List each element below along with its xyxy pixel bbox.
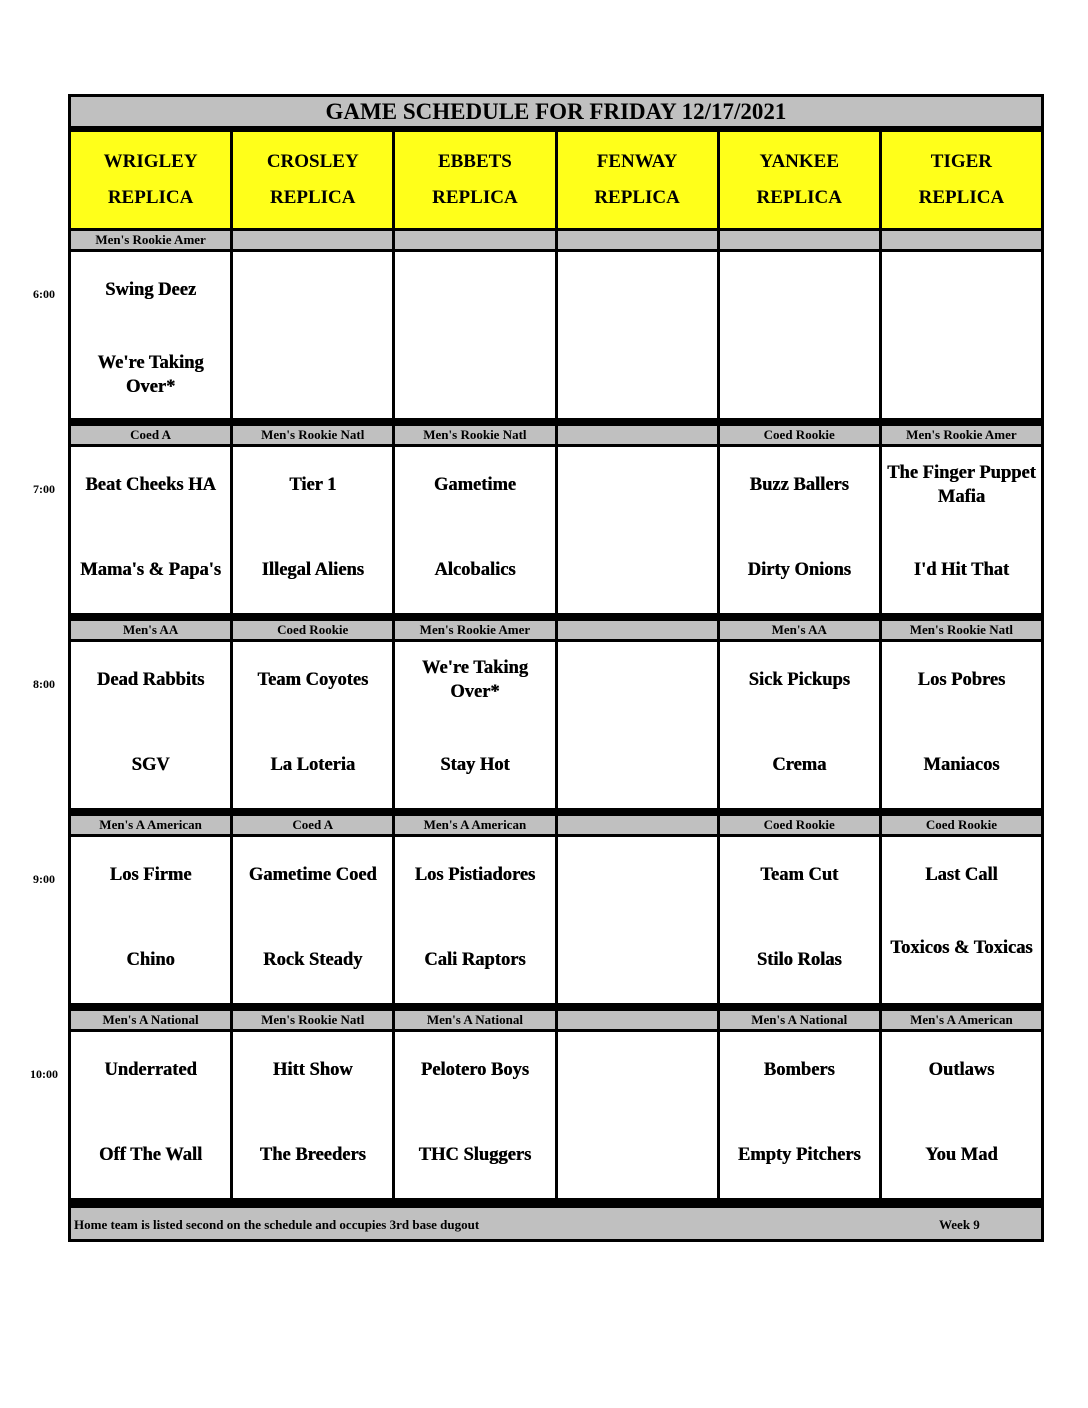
time-label: 7:00 [33,482,55,496]
visiting-team: Beat Cheeks HA [85,475,216,495]
game-cell [71,252,230,418]
game-cell [882,1032,1041,1198]
home-team: Chino [126,950,175,970]
game-cell [71,837,230,1003]
game-cell [233,1032,392,1198]
division-label: Men's Rookie Natl [233,1011,392,1029]
home-team: Maniacos [923,755,1000,775]
division-label: Men's A National [720,1011,879,1029]
division-label: Coed Rookie [233,621,392,639]
visiting-team: Dead Rabbits [96,670,205,690]
division-row [71,228,1041,252]
field-subtitle: REPLICA [432,187,518,209]
division-label: Men's Rookie Natl [882,621,1041,639]
home-team: Stilo Rolas [756,950,842,970]
visiting-team: Swing Deez [105,280,197,300]
game-cell [71,447,230,613]
field-subtitle: REPLICA [756,187,842,209]
game-row [71,1032,1041,1198]
home-team: Toxicos & Toxicas [890,938,1033,958]
division-label [882,231,1041,249]
home-team: We're Taking Over* [97,353,204,397]
field-header [720,132,879,228]
field-subtitle: REPLICA [918,187,1005,209]
division-label [395,231,554,249]
schedule-table [68,94,1044,1242]
game-cell [233,837,392,1003]
visiting-team: The Finger Puppet Mafia [887,463,1036,507]
time-label: 10:00 [30,1067,58,1081]
visiting-team: Team Cut [760,865,839,885]
game-cell [720,837,879,1003]
time-label: 6:00 [33,287,55,301]
field-header [71,132,230,228]
field-subtitle: REPLICA [107,187,194,209]
game-cell [558,447,717,613]
division-label: Men's AA [71,621,230,639]
division-label: Men's Rookie Amer [395,621,554,639]
visiting-team: Bombers [763,1060,835,1080]
visiting-team: Hitt Show [272,1060,353,1080]
division-label [233,231,392,249]
home-team: Off The Wall [99,1145,203,1165]
division-row [71,1008,1041,1032]
visiting-team: Buzz Ballers [749,475,849,495]
game-cell [558,252,717,418]
home-team: I'd Hit That [913,560,1010,580]
field-name: CROSLEY [266,150,359,172]
home-team: SGV [131,755,170,775]
home-team: Illegal Aliens [261,560,364,580]
game-cell [395,642,554,808]
division-label: Men's A American [882,1011,1041,1029]
division-label: Men's A American [71,816,230,834]
game-cell [395,447,554,613]
field-name: WRIGLEY [103,150,198,172]
division-row [71,618,1041,642]
home-team: La Loteria [270,755,356,775]
division-label: Men's Rookie Amer [882,426,1041,444]
visiting-team: Sick Pickups [748,670,850,690]
division-label: Men's Rookie Natl [395,426,554,444]
visiting-team: Gametime [433,475,516,495]
game-cell [233,252,392,418]
division-label [558,1011,717,1029]
home-team-note: Home team is listed second on the schedule and occupies 3rd base dugout [74,1217,480,1232]
home-team: THC Sluggers [418,1145,532,1165]
division-label: Coed A [233,816,392,834]
game-cell [720,252,879,418]
home-team: Cali Raptors [424,950,526,970]
visiting-team: Underrated [104,1060,197,1080]
visiting-team: Tier 1 [289,475,337,495]
game-cell [720,642,879,808]
division-label: Coed A [71,426,230,444]
visiting-team: Outlaws [928,1060,995,1080]
division-label: Men's AA [720,621,879,639]
home-team: Alcobalics [434,560,516,580]
game-cell [395,1032,554,1198]
home-team: Empty Pitchers [737,1145,861,1165]
game-cell [558,837,717,1003]
visiting-team: Los Pobres [917,670,1006,690]
field-name: EBBETS [437,150,512,172]
division-label: Coed Rookie [720,816,879,834]
visiting-team: Los Pistiadores [414,865,536,885]
field-name: TIGER [930,150,993,172]
home-team: Rock Steady [263,950,363,970]
game-row [71,252,1041,418]
field-name: YANKEE [759,150,840,172]
division-label: Coed Rookie [882,816,1041,834]
visiting-team: Pelotero Boys [420,1060,529,1080]
field-name: FENWAY [596,150,678,172]
game-cell [720,1032,879,1198]
game-cell [720,447,879,613]
field-header [233,132,392,228]
game-cell [233,642,392,808]
visiting-team: Last Call [925,865,998,885]
game-row [71,447,1041,613]
division-label: Men's A National [71,1011,230,1029]
division-label [558,621,717,639]
division-label [720,231,879,249]
game-cell [558,642,717,808]
game-cell [71,642,230,808]
visiting-team: We're Taking Over* [421,658,528,702]
game-row [71,642,1041,808]
game-cell [882,252,1041,418]
division-label [558,426,717,444]
division-row [71,423,1041,447]
field-header [882,132,1041,228]
home-team: You Mad [925,1145,998,1165]
home-team: Crema [772,755,827,775]
week-label: Week 9 [939,1217,980,1232]
home-team: Dirty Onions [747,560,851,580]
field-subtitle: REPLICA [594,187,680,209]
game-cell [882,447,1041,613]
division-label: Men's A National [395,1011,554,1029]
visiting-team: Team Coyotes [257,670,369,690]
game-row [71,837,1041,1003]
division-label: Coed Rookie [720,426,879,444]
home-team: The Breeders [259,1145,366,1165]
game-cell [882,642,1041,808]
game-cell [395,837,554,1003]
time-label: 9:00 [33,872,55,886]
field-subtitle: REPLICA [269,187,356,209]
home-team: Mama's & Papa's [80,560,221,580]
division-label [558,231,717,249]
division-row [71,813,1041,837]
field-header [395,132,554,228]
game-cell [395,252,554,418]
game-cell [882,837,1041,1003]
division-label [558,816,717,834]
visiting-team: Gametime Coed [248,865,377,885]
field-header-row [71,132,1041,228]
game-cell [558,1032,717,1198]
schedule-title: GAME SCHEDULE FOR FRIDAY 12/17/2021 [71,97,1041,129]
game-cell [71,1032,230,1198]
time-label: 8:00 [33,677,55,691]
schedule-footer [71,1205,1041,1239]
home-team: Stay Hot [440,755,510,775]
division-label: Men's Rookie Amer [71,231,230,249]
division-label: Men's Rookie Natl [233,426,392,444]
game-cell [233,447,392,613]
visiting-team: Los Firme [109,865,192,885]
field-header [558,132,717,228]
division-label: Men's A American [395,816,554,834]
